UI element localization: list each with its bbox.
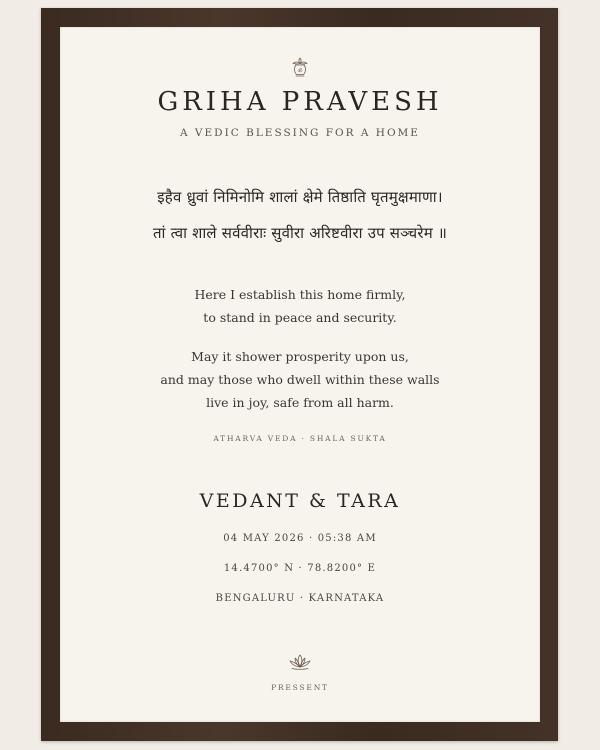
translation-line-5: live in joy, safe from all harm. [206,395,394,410]
event-location: BENGALURU · KARNATAKA [215,593,385,604]
print-mat [60,27,540,722]
kalash-om-icon [288,55,312,79]
couple-names: VEDANT & TARA [199,490,401,512]
translation-line-1: Here I establish this home firmly, [194,287,406,302]
verse-source: ATHARVA VEDA · SHALA SUKTA [213,434,387,443]
lotus-icon [287,653,313,671]
event-coordinates: 14.4700° N · 78.8200° E [223,563,377,574]
translation-line-2: to stand in peace and security. [203,310,397,325]
translation-line-4: and may those who dwell within these walls [160,372,440,387]
translation-line-3: May it shower prosperity upon us, [191,349,409,364]
brand-name: PRESSENT [271,683,329,692]
event-date-time: 04 MAY 2026 · 05:38 AM [223,533,377,544]
sanskrit-verse-line-2: तां त्वा शाले सर्ववीराः सुवीरा अरिष्टवीरा उप सञ्चरेम ॥ [152,224,448,242]
page-title: GRIHA PRAVESH [157,87,443,117]
sanskrit-verse-line-1: इहैव ध्रुवां निमिनोमि शालां क्षेमे तिष्ठाति घृतमुक्षमाणा। [157,188,443,206]
page-subtitle: A VEDIC BLESSING FOR A HOME [180,127,420,139]
svg-text:ॐ: ॐ [297,68,303,75]
